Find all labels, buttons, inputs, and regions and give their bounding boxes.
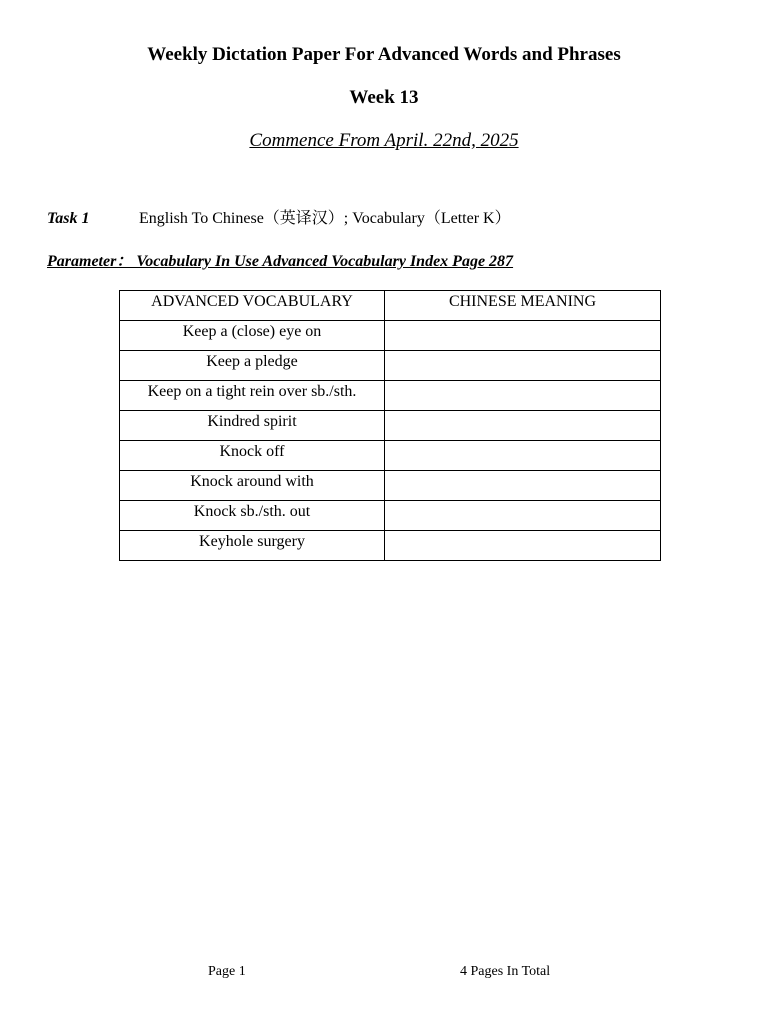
week-label: Week 13 bbox=[349, 87, 419, 108]
table-row bbox=[120, 441, 661, 471]
meaning-cell[interactable] bbox=[385, 351, 661, 381]
vocabulary-cell: Knock off bbox=[120, 441, 385, 471]
meaning-cell[interactable] bbox=[385, 441, 661, 471]
column-header-chinese-meaning: CHINESE MEANING bbox=[385, 291, 661, 321]
task-label: Task 1 bbox=[47, 210, 90, 227]
vocabulary-cell: Knock around with bbox=[120, 471, 385, 501]
page-total: 4 Pages In Total bbox=[460, 964, 551, 979]
table-row bbox=[120, 471, 661, 501]
table-header-row bbox=[120, 291, 661, 321]
vocabulary-cell: Knock sb./sth. out bbox=[120, 501, 385, 531]
vocabulary-table bbox=[119, 290, 661, 561]
meaning-cell[interactable] bbox=[385, 321, 661, 351]
document-title: Weekly Dictation Paper For Advanced Words and Phrases bbox=[147, 44, 621, 65]
table-row bbox=[120, 501, 661, 531]
table-row bbox=[120, 351, 661, 381]
column-header-vocabulary: ADVANCED VOCABULARY bbox=[120, 291, 385, 321]
table-row bbox=[120, 321, 661, 351]
meaning-cell[interactable] bbox=[385, 471, 661, 501]
table-row bbox=[120, 381, 661, 411]
meaning-cell[interactable] bbox=[385, 501, 661, 531]
vocabulary-cell: Keep a (close) eye on bbox=[120, 321, 385, 351]
task-description: English To Chinese（英译汉）; Vocabulary（Letter K） bbox=[139, 210, 511, 227]
commence-date: Commence From April. 22nd, 2025 bbox=[249, 130, 519, 151]
table-row bbox=[120, 531, 661, 561]
vocabulary-cell: Keyhole surgery bbox=[120, 531, 385, 561]
page-number: Page 1 bbox=[208, 964, 246, 979]
meaning-cell[interactable] bbox=[385, 531, 661, 561]
vocabulary-cell: Keep on a tight rein over sb./sth. bbox=[120, 381, 385, 411]
table-row bbox=[120, 411, 661, 441]
parameter-line: Parameter： Vocabulary In Use Advanced Vocabulary Index Page 287 bbox=[47, 253, 514, 270]
meaning-cell[interactable] bbox=[385, 381, 661, 411]
vocabulary-cell: Kindred spirit bbox=[120, 411, 385, 441]
task-line bbox=[47, 205, 511, 228]
vocabulary-cell: Keep a pledge bbox=[120, 351, 385, 381]
meaning-cell[interactable] bbox=[385, 411, 661, 441]
